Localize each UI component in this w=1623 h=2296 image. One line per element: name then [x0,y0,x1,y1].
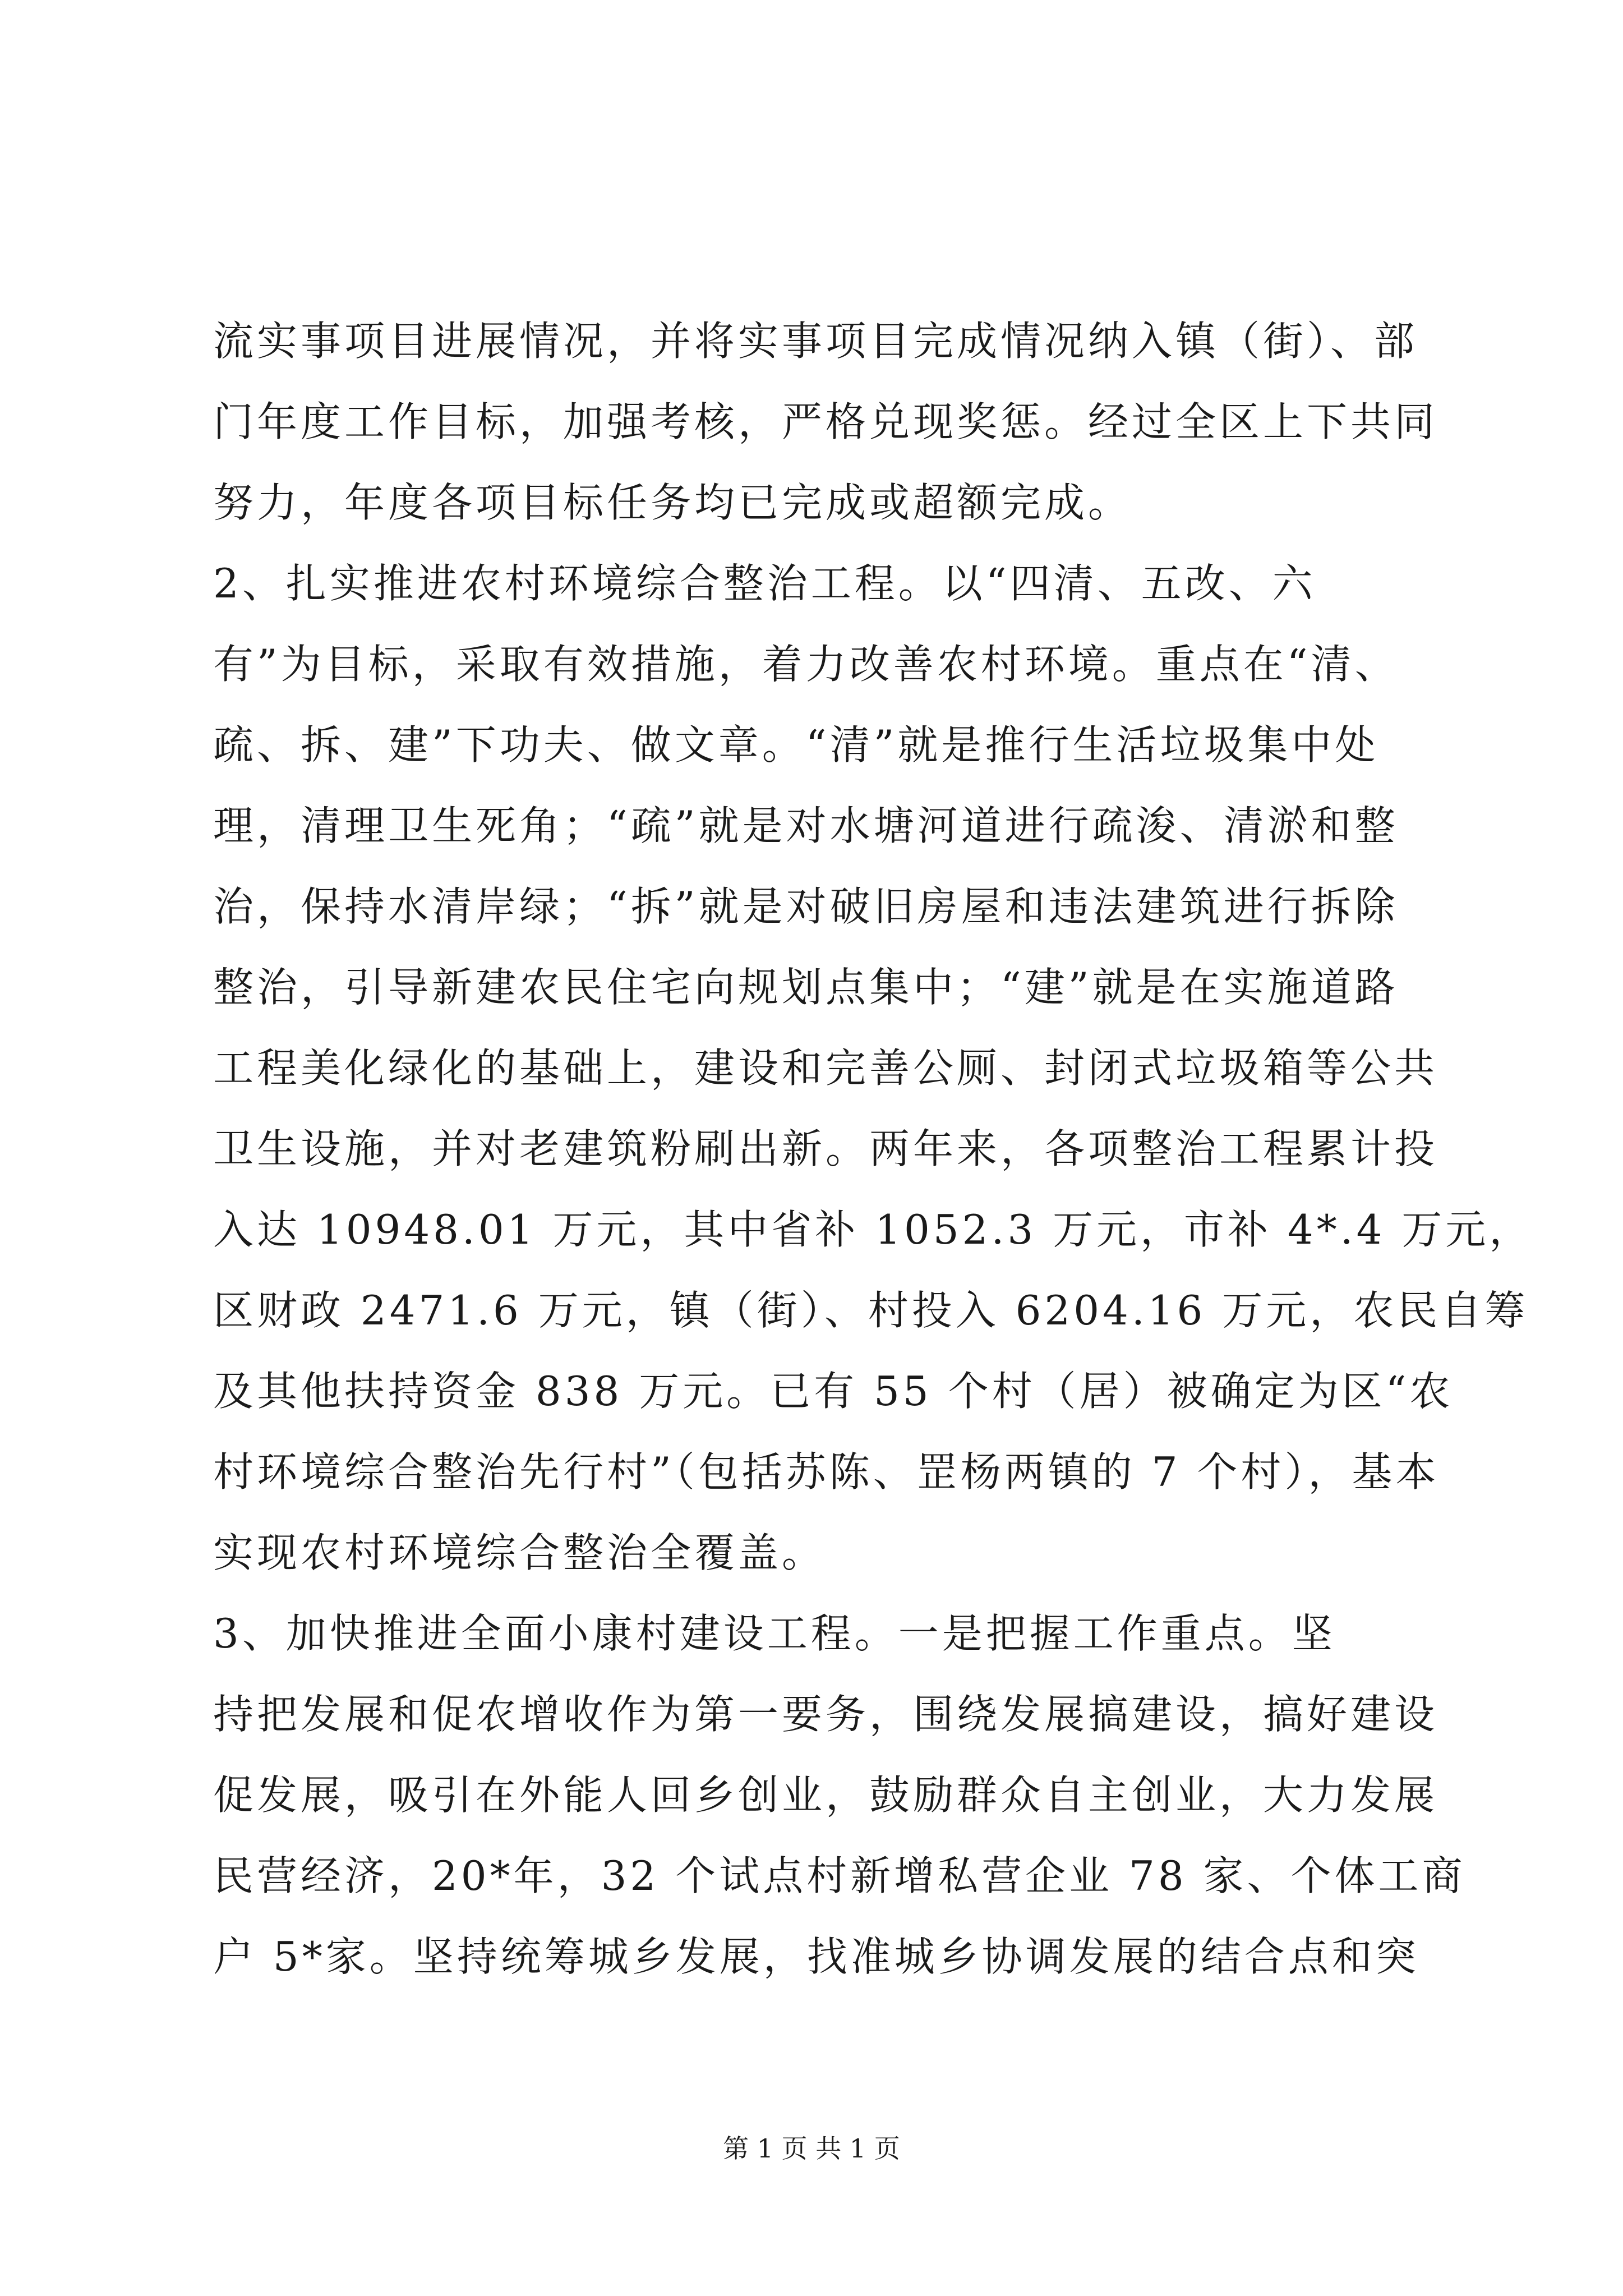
body-line: 努力，年度各项目标任务均已完成或超额完成。 [213,479,1132,526]
body-line: 3、加快推进全面小康村建设工程。一是把握工作重点。坚 [213,1610,1336,1657]
body-line: 村环境综合整治先行村”（包括苏陈、罡杨两镇的 7 个村），基本 [213,1448,1440,1496]
body-line: 整治，引导新建农民住宅向规划点集中；“建”就是在实施道路 [213,964,1399,1011]
body-line: 治，保持水清岸绿；“拆”就是对破旧房屋和违法建筑进行拆除 [213,883,1399,930]
body-line: 疏、拆、建”下功夫、做文章。“清”就是推行生活垃圾集中处 [213,721,1379,769]
body-line: 2、扎实推进农村环境综合整治工程。以“四清、五改、六 [213,560,1316,607]
body-line: 有”为目标，采取有效措施，着力改善农村环境。重点在“清、 [213,641,1399,688]
body-line: 入达 10948.01 万元，其中省补 1052.3 万元，市补 4*.4 万元， [213,1206,1533,1253]
body-line: 民营经济，20*年，32 个试点村新增私营企业 78 家、个体工商 [213,1852,1466,1899]
body-line: 理，清理卫生死角；“疏”就是对水塘河道进行疏浚、清淤和整 [213,802,1399,849]
body-line: 门年度工作目标，加强考核，严格兑现奖惩。经过全区上下共同 [213,398,1438,445]
body-line: 及其他扶持资金 838 万元。已有 55 个村（居）被确定为区“农 [213,1368,1454,1415]
body-line: 实现农村环境综合整治全覆盖。 [213,1529,826,1576]
body-line: 促发展，吸引在外能人回乡创业，鼓励群众自主创业，大力发展 [213,1772,1438,1819]
body-line: 持把发展和促农增收作为第一要务，围绕发展搞建设，搞好建设 [213,1691,1438,1738]
body-line: 工程美化绿化的基础上，建设和完善公厕、封闭式垃圾箱等公共 [213,1045,1438,1092]
body-line: 卫生设施，并对老建筑粉刷出新。两年来，各项整治工程累计投 [213,1125,1438,1172]
body-line: 户 5*家。坚持统筹城乡发展，找准城乡协调发展的结合点和突 [213,1933,1419,1980]
page-footer: 第 1 页 共 1 页 [723,2133,900,2164]
body-line: 流实事项目进展情况，并将实事项目完成情况纳入镇（街）、部 [213,318,1418,365]
body-line: 区财政 2471.6 万元，镇（街）、村投入 6204.16 万元，农民自筹 [213,1287,1529,1334]
